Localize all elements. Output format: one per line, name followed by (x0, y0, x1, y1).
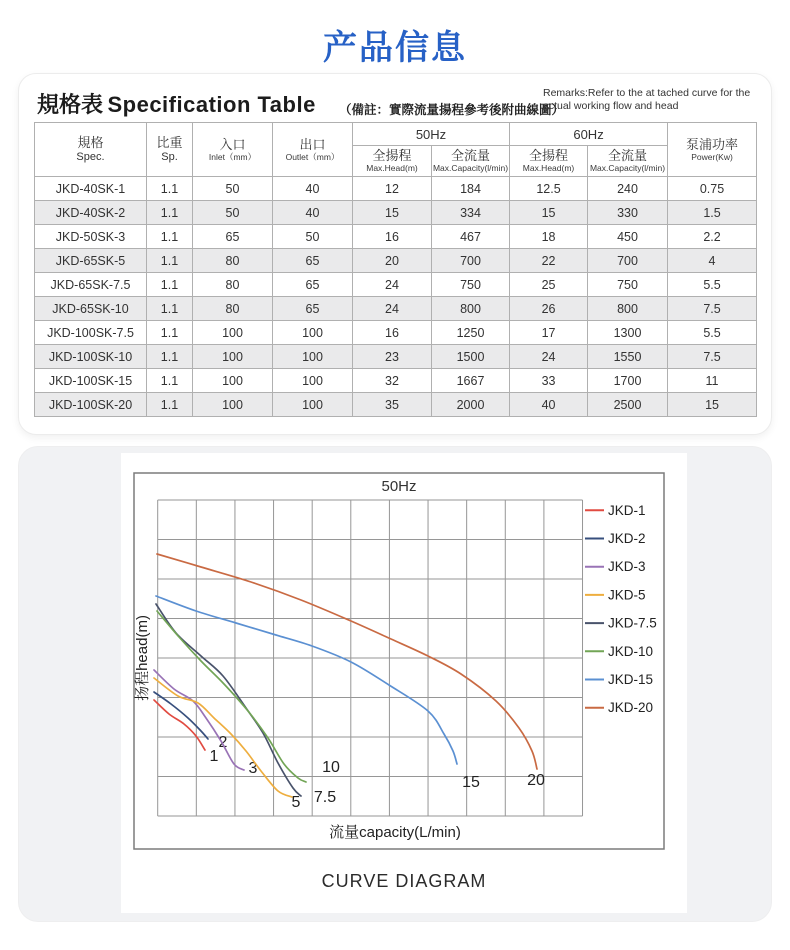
value-cell: 1.1 (147, 297, 193, 321)
col-header-sp: 比重 Sp. (147, 123, 193, 177)
page-title: 产品信息 (323, 29, 467, 67)
value-cell: 1.1 (147, 177, 193, 201)
value-cell: 750 (432, 273, 510, 297)
value-cell: 15 (353, 201, 432, 225)
spec-heading-en: Specification Table (107, 92, 316, 117)
value-cell: 17 (510, 321, 588, 345)
table-row (35, 393, 757, 417)
spec-cell: JKD-65SK-7.5 (35, 273, 147, 297)
col-header-spec: 規格 Spec. (35, 123, 147, 177)
curve-end-label-3: 3 (248, 760, 258, 777)
value-cell: 40 (273, 177, 353, 201)
value-cell: 65 (193, 225, 273, 249)
value-cell: 184 (432, 177, 510, 201)
curve-JKD-1 (154, 700, 205, 750)
value-cell: 2000 (432, 393, 510, 417)
col-header-inlet: 入口 Inlet（mm） (193, 123, 273, 177)
spec-cell: JKD-50SK-3 (35, 225, 147, 249)
value-cell: 1550 (588, 345, 668, 369)
spec-note: （備註：實際流量揚程參考後附曲線圖） (339, 103, 565, 117)
value-cell: 450 (588, 225, 668, 249)
value-cell: 80 (193, 297, 273, 321)
value-cell: 1.1 (147, 393, 193, 417)
value-cell: 15 (668, 393, 757, 417)
value-cell: 100 (273, 321, 353, 345)
value-cell: 65 (273, 249, 353, 273)
value-cell: 2.2 (668, 225, 757, 249)
legend-label-JKD-1: JKD-1 (608, 502, 646, 518)
legend-label-JKD-15: JKD-15 (608, 672, 654, 687)
curve-card (18, 446, 772, 922)
table-row (35, 201, 757, 225)
spec-cell: JKD-100SK-7.5 (35, 321, 147, 345)
value-cell: 800 (432, 297, 510, 321)
value-cell: 35 (353, 393, 432, 417)
value-cell: 700 (588, 249, 668, 273)
legend-label-JKD-20: JKD-20 (608, 700, 654, 716)
legend-label-JKD-3: JKD-3 (608, 559, 646, 575)
col-header-60hz: 60Hz (510, 123, 668, 146)
spec-table (34, 122, 757, 417)
table-row (35, 273, 757, 297)
value-cell: 0.75 (668, 177, 757, 201)
chart-panel (121, 453, 687, 913)
value-cell: 50 (193, 177, 273, 201)
spec-card (18, 73, 772, 435)
curve-end-label-7.5: 7.5 (313, 789, 337, 806)
value-cell: 80 (193, 273, 273, 297)
value-cell: 12 (353, 177, 432, 201)
value-cell: 1700 (588, 369, 668, 393)
value-cell: 1.1 (147, 345, 193, 369)
value-cell: 65 (273, 297, 353, 321)
col-header-power: 泵浦功率 Power(Kw) (668, 123, 757, 177)
value-cell: 24 (353, 297, 432, 321)
value-cell: 1667 (432, 369, 510, 393)
value-cell: 467 (432, 225, 510, 249)
value-cell: 1.1 (147, 201, 193, 225)
value-cell: 1500 (432, 345, 510, 369)
value-cell: 240 (588, 177, 668, 201)
spec-cell: JKD-100SK-15 (35, 369, 147, 393)
table-row (35, 249, 757, 273)
value-cell: 50 (273, 225, 353, 249)
value-cell: 100 (193, 369, 273, 393)
value-cell: 700 (432, 249, 510, 273)
value-cell: 2500 (588, 393, 668, 417)
value-cell: 100 (193, 393, 273, 417)
value-cell: 16 (353, 321, 432, 345)
value-cell: 24 (510, 345, 588, 369)
legend-label-JKD-5: JKD-5 (608, 587, 646, 603)
value-cell: 24 (353, 273, 432, 297)
curve-end-label-5: 5 (291, 794, 301, 811)
value-cell: 1250 (432, 321, 510, 345)
value-cell: 33 (510, 369, 588, 393)
col-header-50hz: 50Hz (353, 123, 510, 146)
curve-JKD-7.5 (156, 604, 301, 796)
value-cell: 100 (193, 321, 273, 345)
value-cell: 1.5 (668, 201, 757, 225)
value-cell: 800 (588, 297, 668, 321)
table-row (35, 177, 757, 201)
col-header-50hz-capacity: 全流量 Max.Capacity(l/min) (432, 146, 510, 177)
value-cell: 7.5 (668, 345, 757, 369)
table-row (35, 369, 757, 393)
value-cell: 100 (273, 393, 353, 417)
value-cell: 330 (588, 201, 668, 225)
table-row (35, 297, 757, 321)
y-axis-label: 扬程head(m) (134, 615, 151, 701)
value-cell: 16 (353, 225, 432, 249)
curve-end-label-2: 2 (218, 734, 228, 751)
curve-end-label-10: 10 (322, 759, 340, 776)
curve-end-label-1: 1 (209, 748, 219, 765)
value-cell: 65 (273, 273, 353, 297)
value-cell: 4 (668, 249, 757, 273)
value-cell: 40 (273, 201, 353, 225)
spec-cell: JKD-40SK-2 (35, 201, 147, 225)
curve-JKD-2 (154, 692, 208, 739)
value-cell: 50 (193, 201, 273, 225)
col-header-60hz-capacity: 全流量 Max.Capacity(l/min) (588, 146, 668, 177)
spec-remarks: Remarks:Refer to the at tached curve for the actual working flow and head (543, 87, 751, 113)
chart-title: 50Hz (381, 478, 417, 495)
value-cell: 12.5 (510, 177, 588, 201)
value-cell: 18 (510, 225, 588, 249)
value-cell: 100 (273, 369, 353, 393)
value-cell: 15 (510, 201, 588, 225)
legend-label-JKD-2: JKD-2 (608, 531, 646, 546)
legend-label-JKD-10: JKD-10 (608, 643, 654, 659)
value-cell: 750 (588, 273, 668, 297)
spec-cell: JKD-100SK-10 (35, 345, 147, 369)
value-cell: 1.1 (147, 369, 193, 393)
value-cell: 1300 (588, 321, 668, 345)
table-row (35, 321, 757, 345)
col-header-50hz-head: 全揚程 Max.Head(m) (353, 146, 432, 177)
value-cell: 80 (193, 249, 273, 273)
table-row (35, 225, 757, 249)
legend-label-JKD-7.5: JKD-7.5 (608, 615, 657, 631)
value-cell: 100 (273, 345, 353, 369)
table-row (35, 345, 757, 369)
spec-cell: JKD-40SK-1 (35, 177, 147, 201)
col-header-60hz-head: 全揚程 Max.Head(m) (510, 146, 588, 177)
curve-caption: CURVE DIAGRAM (321, 871, 487, 891)
curve-end-label-20: 20 (527, 772, 545, 789)
value-cell: 22 (510, 249, 588, 273)
value-cell: 100 (193, 345, 273, 369)
value-cell: 5.5 (668, 321, 757, 345)
spec-cell: JKD-65SK-5 (35, 249, 147, 273)
value-cell: 32 (353, 369, 432, 393)
col-header-outlet: 出口 Outlet（mm） (273, 123, 353, 177)
curve-chart (121, 453, 687, 913)
spec-heading (37, 88, 316, 119)
x-axis-label: 流量capacity(L/min) (329, 824, 461, 841)
value-cell: 1.1 (147, 321, 193, 345)
value-cell: 1.1 (147, 273, 193, 297)
value-cell: 7.5 (668, 297, 757, 321)
value-cell: 20 (353, 249, 432, 273)
value-cell: 5.5 (668, 273, 757, 297)
value-cell: 1.1 (147, 249, 193, 273)
value-cell: 26 (510, 297, 588, 321)
chart-border (134, 473, 664, 849)
spec-heading-cn: 規格表 (37, 92, 104, 117)
value-cell: 23 (353, 345, 432, 369)
value-cell: 334 (432, 201, 510, 225)
value-cell: 25 (510, 273, 588, 297)
curve-end-label-15: 15 (462, 774, 480, 791)
spec-cell: JKD-100SK-20 (35, 393, 147, 417)
value-cell: 40 (510, 393, 588, 417)
spec-cell: JKD-65SK-10 (35, 297, 147, 321)
spec-table-body (35, 177, 757, 417)
value-cell: 11 (668, 369, 757, 393)
value-cell: 1.1 (147, 225, 193, 249)
curve-JKD-15 (156, 596, 457, 764)
spec-table-wrap (34, 122, 756, 417)
